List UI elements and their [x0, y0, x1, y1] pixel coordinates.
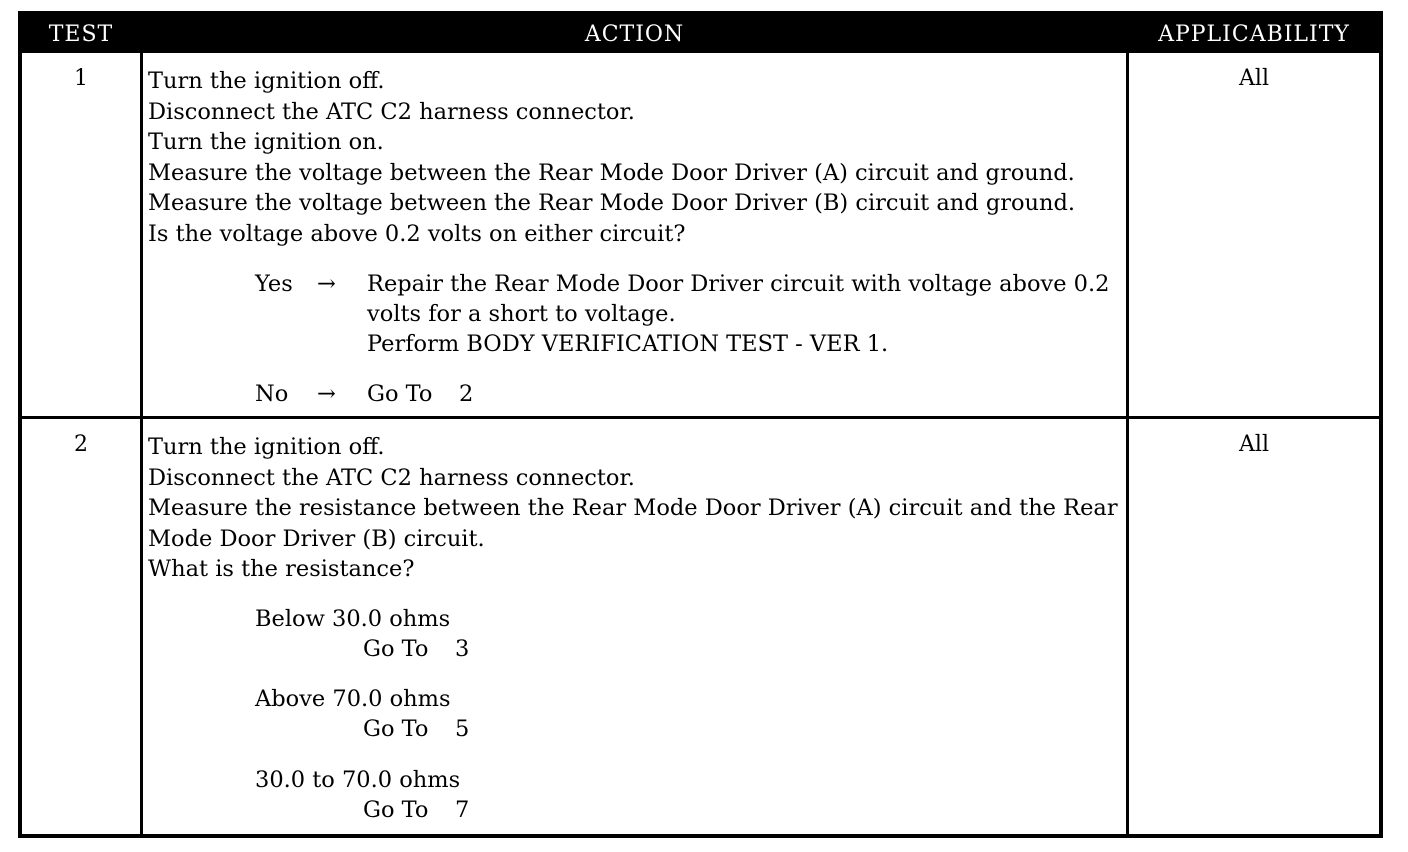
result-label: Above 70.0 ohms	[255, 686, 451, 712]
yes-action-text: Perform BODY VERIFICATION TEST - VER 1.	[367, 331, 889, 357]
goto-text: Go To	[363, 797, 429, 823]
applicability-2: All	[1239, 432, 1269, 457]
step-text: Turn the ignition off.	[148, 68, 385, 94]
arrow-icon: →	[317, 381, 336, 407]
yes-action-text: volts for a short to voltage.	[367, 301, 676, 327]
goto-text: Go To	[367, 381, 433, 407]
result-label: Below 30.0 ohms	[255, 606, 451, 632]
table-header	[22, 15, 1379, 53]
goto-text: Go To	[363, 716, 429, 742]
yes-label: Yes	[255, 271, 293, 297]
step-text: Measure the voltage between the Rear Mode Door Driver (A) circuit and ground.	[148, 160, 1075, 186]
test-number-1: 1	[74, 66, 88, 91]
diagnostic-table	[18, 11, 1383, 838]
header-test: TEST	[48, 22, 114, 47]
step-text: Mode Door Driver (B) circuit.	[148, 526, 485, 552]
step-text: What is the resistance?	[148, 556, 415, 582]
no-label: No	[255, 381, 289, 407]
step-text: Measure the resistance between the Rear Mode Door Driver (A) circuit and the Rear	[148, 495, 1118, 521]
applicability-1: All	[1239, 66, 1269, 91]
header-applicability: APPLICABILITY	[1158, 22, 1350, 47]
step-text: Turn the ignition off.	[148, 434, 385, 460]
step-text: Measure the voltage between the Rear Mode Door Driver (B) circuit and ground.	[148, 190, 1076, 216]
column-divider	[140, 53, 143, 834]
step-text: Is the voltage above 0.2 volts on either circuit?	[148, 221, 686, 247]
goto-target: 5	[455, 716, 470, 742]
goto-target: 3	[455, 636, 470, 662]
step-text: Disconnect the ATC C2 harness connector.	[148, 99, 635, 125]
header-action: ACTION	[584, 22, 685, 47]
goto-target: 2	[459, 381, 474, 407]
yes-action-text: Repair the Rear Mode Door Driver circuit with voltage above 0.2	[367, 271, 1110, 297]
result-label: 30.0 to 70.0 ohms	[255, 767, 461, 793]
step-text: Turn the ignition on.	[148, 129, 384, 155]
arrow-icon: →	[317, 271, 336, 297]
step-text: Disconnect the ATC C2 harness connector.	[148, 465, 635, 491]
goto-text: Go To	[363, 636, 429, 662]
row-divider	[22, 416, 1379, 419]
goto-target: 7	[455, 797, 470, 823]
test-number-2: 2	[74, 432, 88, 457]
